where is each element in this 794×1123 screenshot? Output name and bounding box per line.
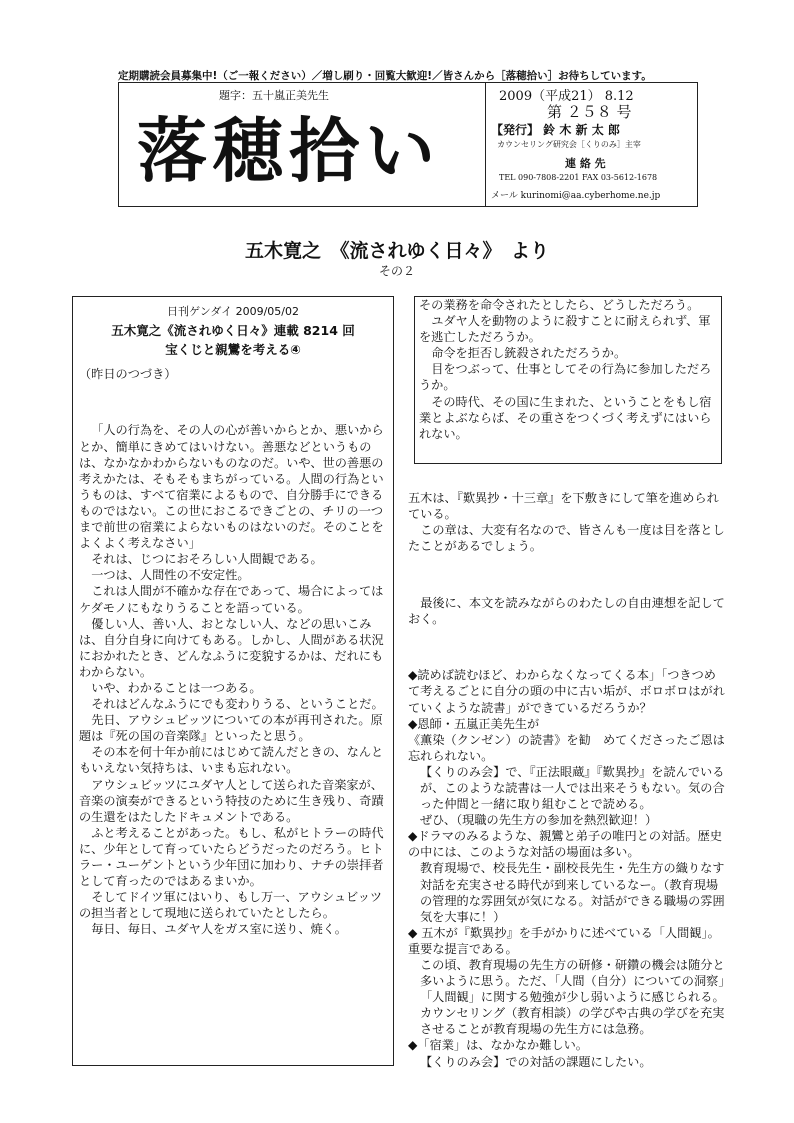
page-subtitle: その２: [378, 264, 415, 278]
continuation-paragraph: 命令を拒否し銃殺されただろうか。: [431, 346, 627, 361]
article-paragraph: その本を何十年か前にはじめて読んだときの、なんともいえない気持ちは、いまも忘れない。: [79, 745, 384, 776]
commentary-paragraph: 最後に、本文を読みながらのわたしの自由連想を記しておく。: [408, 595, 725, 626]
spacer: [408, 639, 728, 655]
article-paragraph: これは人間が不確かな存在であって、場合によってはケダモノにもなりうることを語っている。: [79, 584, 384, 615]
article-paragraph: 「人の行為を、その人の心が善いからとか、悪いからとか、簡単にきめてはいけない。善悪などというものは、なかなかわからないものなのだ。いや、世の善悪の考えかたは、そもそもまちがっている。人間の行為というものは、すべて宿業によるもので、自分勝手にできるものではない。この世におこるできごとの、チリの一つまで前世の宿業によらないものはないのだ。そのことをよくよく考えなさい」: [79, 423, 384, 551]
email: メール kurinomi@aa.cyberhome.ne.jp: [491, 191, 661, 201]
commentary-paragraph: この頃、教育現場の先生方の研修・研鑽の機会は随分と多いように思う。ただ、「人間（自分）についての洞察」「人間観」に関する勉強が少し弱いように感じられる。: [420, 958, 725, 1005]
continuation-paragraph: ユダヤ人を動物のように殺すことに耐えられず、軍を逃亡しただろうか。: [419, 314, 711, 345]
article-paragraph: それはどんなふうにでも変わりうる、ということだ。: [91, 697, 384, 712]
commentary-paragraph: ◆「宿業」は、なかなか難しい。: [408, 1038, 588, 1053]
commentary-paragraph: ◆読めば読むほど、わからなくなってくる本」「つきつめて考えるごとに自分の頭の中に古い垢が、ボロボロはがれていくような読書」ができているだろうか？: [408, 668, 725, 715]
commentary-paragraph: 五木は、『歎異抄・十三章』を下敷きにして筆を進められている。: [408, 491, 719, 522]
logo-text: 落穂拾い: [137, 109, 441, 192]
commentary-paragraph: 教育現場で、校長先生・副校長先生・先生方の織りなす対話を充実させる時代が到来しているなー。（教育現場の管理的な雰囲気が気になる。対話ができる職場の雰囲気を大事に！）: [420, 861, 725, 924]
issue-number: 第 ２５８ 号: [547, 103, 632, 121]
article-paragraph: そしてドイツ軍にはいり、もし万一、アウシュビッツの担当者として現地に送られていたとしたら。: [79, 890, 383, 921]
subscription-notice: 定期購読会員募集中!（ご一報ください）／増し刷り・回覧大歓迎!／皆さんから［落穂拾い］お待ちしています。: [118, 70, 652, 82]
commentary-paragraph: ◆恩師・五嵐正美先生が: [408, 716, 540, 731]
article-paragraph: （昨日のつづき）: [79, 367, 177, 381]
article-paragraph: アウシュビッツにユダヤ人として送られた音楽家が、音楽の演奏ができるという特技のために生き残り、奇蹟の生還をはたしたドキュメントである。: [79, 777, 384, 824]
article-paragraph: 先日、アウシュビッツについての本が再刊された。原題は『死の国の音楽隊』といったと思う。: [79, 713, 383, 744]
phone-fax: TEL 090-7808-2201 FAX 03-5612-1678: [499, 173, 658, 182]
commentary-paragraph: 【くりのみ会】での対話の課題にしたい。: [420, 1054, 652, 1069]
continuation-paragraph: その業務を命令されたとしたら、どうしただろう。: [419, 298, 700, 312]
continuation-paragraph: その時代、その国に生まれた、ということをもし宿業とよぶならば、その重さをつくづく考えずにはいられない。: [419, 394, 712, 441]
commentary-paragraph: カウンセリング（教育相談）の学びや古典の学びを充実させることが教育現場の先生方には急務。: [420, 1006, 725, 1037]
article-paragraph: いや、わかることは一つある。: [91, 680, 262, 695]
publisher: 【発行】 鈴 木 新 太 郎: [491, 123, 620, 137]
page-title: 五木寛之 《流されゆく日々》 より: [244, 240, 549, 262]
continuation-paragraph: 目をつぶって、仕事としてその行為に参加しただろうか。: [419, 362, 712, 393]
article-body: [73, 366, 393, 937]
commentary-paragraph: 【くりのみ会】で、『正法眼蔵』『歎異抄』を読んでいるが、このような読書は一人では出来そうもない。気の合った仲間と一緒に取り組むことで読める。: [420, 764, 725, 812]
article-subheading: 宝くじと親鸞を考える④: [165, 342, 301, 357]
commentary-paragraph: ◆ 五木が『歎異抄』を手がかりに述べている「人間観」。重要な提言である。: [408, 925, 720, 956]
commentary-paragraph: ◆ドラマのみるような、親鸞と弟子の唯円との対話。歴史の中には、このような対話の場面は多い。: [408, 829, 723, 860]
commentary: [408, 490, 728, 1070]
masthead: [118, 82, 698, 207]
calligraphy-credit: 題字：五十嵐正美先生: [219, 89, 329, 102]
article-paragraph: ふと考えることがあった。もし、私がヒトラーの時代に、少年として育っていたらどうだったのだろう。ヒトラー・ユーゲントという少年団に加わり、ナチの崇拝者として育ったのではあるまいか。: [79, 825, 384, 889]
spacer: [79, 394, 387, 410]
article-source: 日刊ゲンダイ 2009/05/02: [166, 305, 300, 318]
organization: カウンセリング研究会［くりのみ］主宰: [497, 140, 641, 149]
issue-date: 2009（平成21） 8.12: [499, 89, 634, 104]
article-heading: 五木寛之《流されゆく日々》連載 8214 回: [111, 323, 355, 338]
spacer: [408, 567, 728, 583]
commentary-paragraph: 《薫染（クンゼン）の読書》を勧 めてくださったご恩は忘れられない。: [408, 732, 725, 763]
article-paragraph: 一つは、人間性の不安定性。: [91, 568, 250, 583]
article-paragraph: 優しい人、善い人、おとなしい人、などの思いこみは、自分自身に向けてもある。しかし、人間がある状況におかれたとき、どんなふうに変貌するかは、だれにもわからない。: [79, 616, 384, 679]
article-paragraph: それは、じつにおそろしい人間観である。: [91, 552, 323, 567]
newsletter-logo: [133, 101, 473, 193]
article-paragraph: 毎日、毎日、ユダヤ人をガス室に送り、焼く。: [91, 922, 347, 937]
contact-label: 連 絡 先: [565, 157, 606, 170]
masthead-divider: [485, 83, 486, 206]
commentary-paragraph: ぜひ、（現職の先生方の参加を熱烈歓迎！）: [420, 813, 658, 828]
article-continuation-box: [414, 296, 722, 464]
commentary-paragraph: この章は、大変有名なので、皆さんも一度は目を落としたことがあるでしょう。: [408, 523, 725, 554]
article-box: [72, 296, 394, 1066]
